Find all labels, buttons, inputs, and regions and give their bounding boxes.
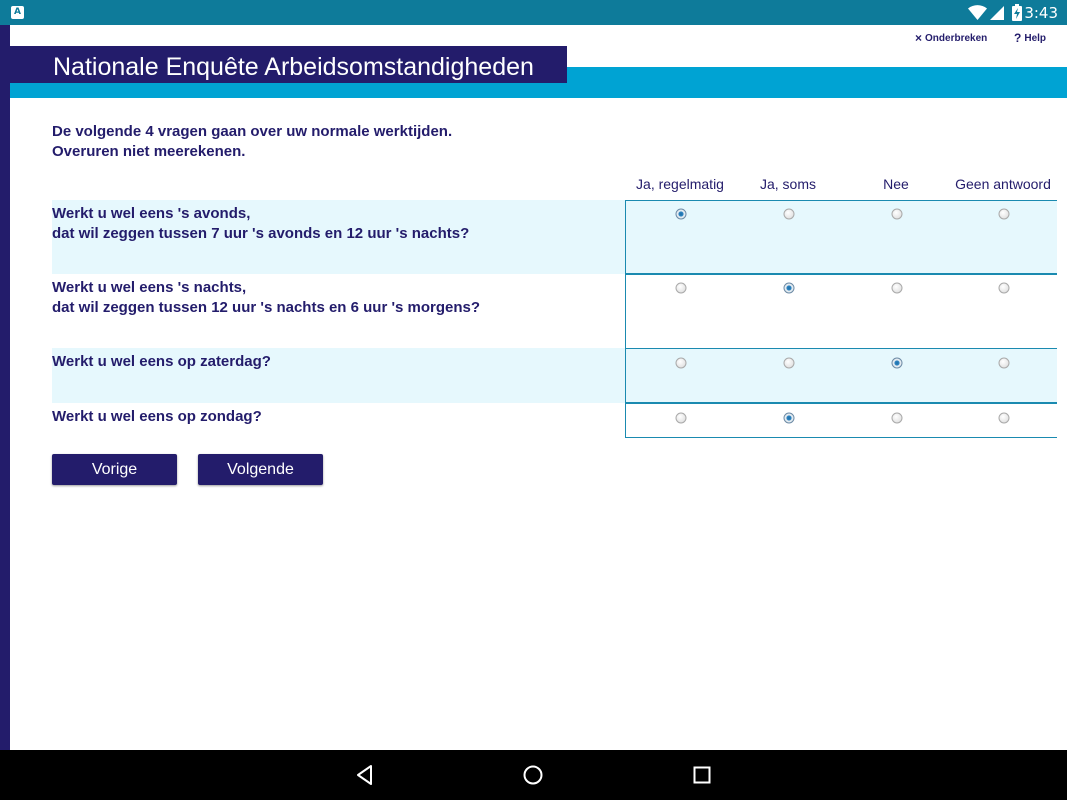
radio-geen-antwoord[interactable] [999,283,1010,294]
question-line-1: Werkt u wel eens op zaterdag? [52,353,271,370]
radio-nee[interactable] [892,358,903,369]
question-line-2: dat wil zeggen tussen 7 uur 's avonds en 12 uur 's nachts? [52,225,470,242]
battery-charging-icon [1012,4,1022,21]
radio-ja-soms[interactable] [784,358,795,369]
radio-nee[interactable] [892,413,903,424]
question-row-2 [52,274,1057,349]
stop-label: Onderbreken [925,32,988,44]
column-header-ja-soms: Ja, soms [759,176,817,192]
radio-ja-soms[interactable] [784,283,795,294]
question-line-2: dat wil zeggen tussen 12 uur 's nachts en 6 uur 's morgens? [52,299,481,316]
question-text [52,407,262,427]
left-brand-stripe [0,25,10,750]
question-cell [52,274,625,349]
navigation-bar [0,750,1067,800]
home-icon[interactable] [520,762,546,788]
radio-ja-soms[interactable] [784,413,795,424]
column-header-nee: Nee [883,176,909,192]
question-cell [52,348,625,403]
previous-button[interactable]: Vorige [52,454,177,485]
page-title: Nationale Enquête Arbeidsomstandigheden [53,53,534,81]
column-header-geen-antwoord: Geen antwoord [955,176,1051,192]
question-line-1: Werkt u wel eens 's avonds, [52,205,251,222]
question-icon: ? [1014,31,1022,45]
answer-cell [625,274,1057,349]
back-icon[interactable] [352,762,378,788]
intro-text [52,122,452,162]
radio-geen-antwoord[interactable] [999,358,1010,369]
clock: 3:43 [1024,4,1058,22]
next-button[interactable]: Volgende [198,454,323,485]
answer-cell [625,200,1057,274]
question-text [52,352,271,372]
column-header-ja-regelmatig: Ja, regelmatig [636,176,724,192]
recents-icon[interactable] [689,762,715,788]
answer-cell [625,348,1057,403]
question-row-3 [52,348,1057,403]
close-icon: × [915,31,923,45]
intro-line-2: Overuren niet meerekenen. [52,143,246,160]
question-line-1: Werkt u wel eens 's nachts, [52,279,247,296]
radio-geen-antwoord[interactable] [999,413,1010,424]
radio-geen-antwoord[interactable] [999,209,1010,220]
help-button[interactable] [1014,31,1046,45]
radio-ja-regelmatig[interactable] [676,283,687,294]
help-label: Help [1024,32,1047,44]
question-row-4 [52,403,1057,438]
app-notification-icon: A [11,6,24,19]
question-text [52,278,480,318]
radio-nee[interactable] [892,283,903,294]
question-line-1: Werkt u wel eens op zondag? [52,408,262,425]
wifi-icon [968,5,987,20]
question-cell [52,200,625,274]
intro-line-1: De volgende 4 vragen gaan over uw normale werktijden. [52,123,453,140]
stop-button[interactable] [915,31,987,45]
radio-ja-regelmatig[interactable] [676,413,687,424]
status-bar [0,0,1067,25]
radio-ja-regelmatig[interactable] [676,358,687,369]
radio-ja-regelmatig[interactable] [676,209,687,220]
signal-icon [990,6,1004,20]
answer-cell [625,403,1057,438]
question-text [52,204,469,244]
radio-ja-soms[interactable] [784,209,795,220]
question-cell [52,403,625,438]
radio-nee[interactable] [892,209,903,220]
question-row-1 [52,200,1057,274]
